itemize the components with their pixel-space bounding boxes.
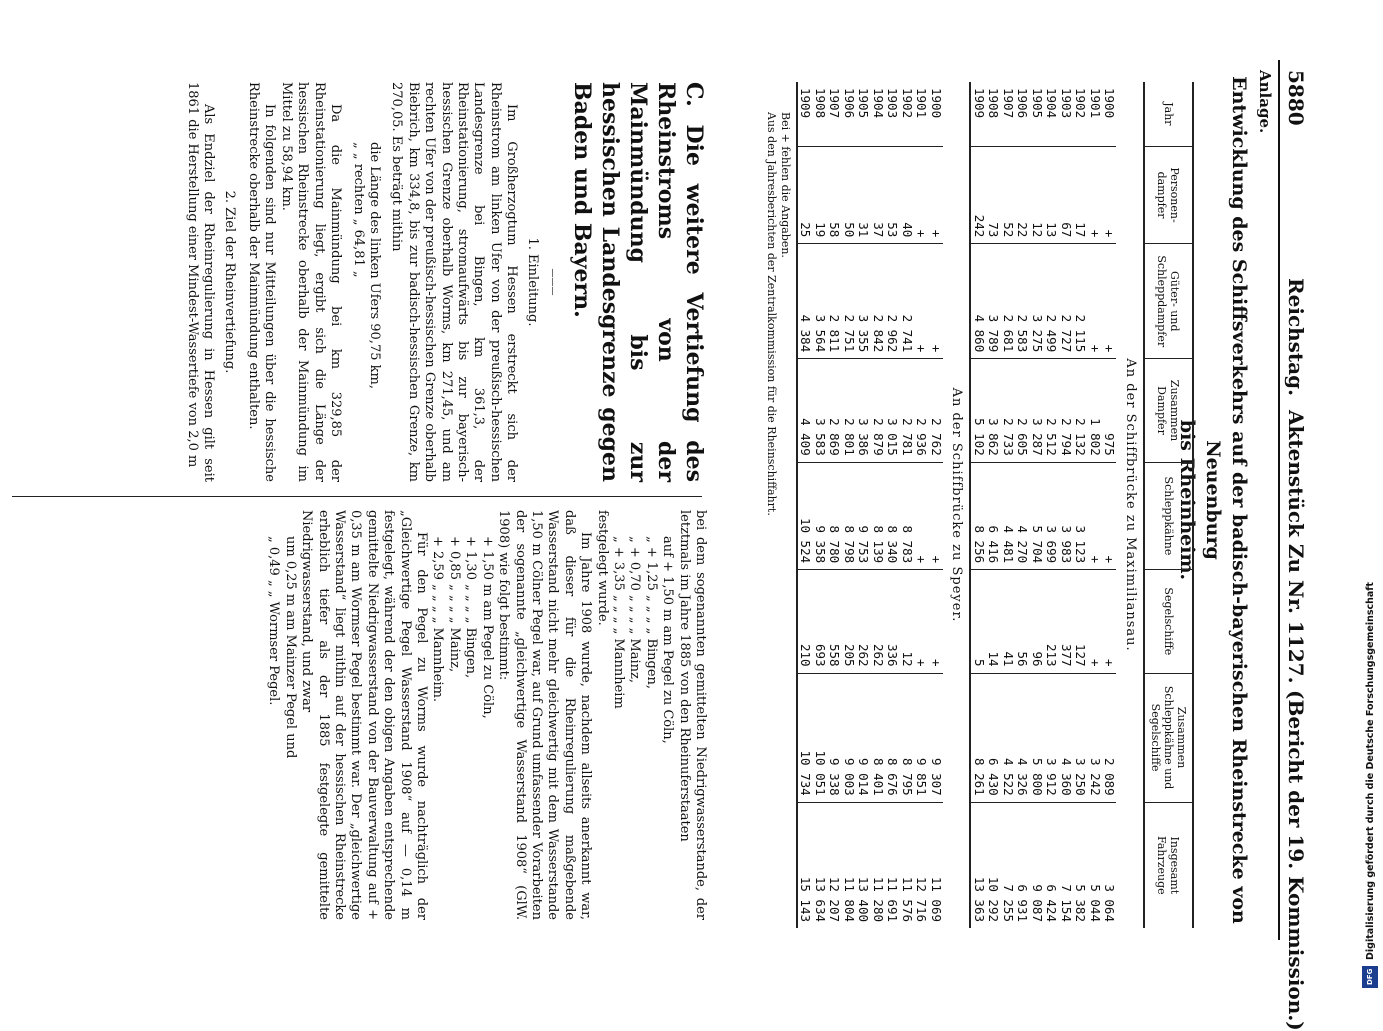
table-cell: 377 [1059, 570, 1074, 673]
col-header-personendampfer: Personen-dampfer [1144, 146, 1193, 244]
table-cell: 2 115 [1073, 244, 1088, 359]
table-cell: 5 044 [1088, 884, 1103, 922]
right-column [265, 510, 708, 920]
list-item: + 1,30 „ „ „ „ Bingen, [463, 536, 479, 679]
list-item: + 0,85 „ „ „ „ Mainz, [446, 536, 462, 673]
table-cell: 15 143 [798, 876, 814, 922]
table-cell: 1908 [813, 82, 828, 146]
table-cell: 4 409 [798, 359, 813, 463]
table-cell: 2 605 [1015, 359, 1030, 463]
table-row [1044, 82, 1059, 928]
table-cell: 4 384 [798, 244, 813, 359]
table-cell: 1908 [986, 82, 1001, 146]
table-cell: + [914, 146, 929, 244]
table-cell: + [914, 244, 929, 359]
table-cell: 17 [1073, 146, 1088, 244]
table-cell: 11 691 [885, 876, 901, 922]
table-cell: 2 794 [1059, 359, 1074, 463]
table-cell: 1900 [929, 82, 944, 146]
table-cell: 210 [798, 570, 813, 673]
table-cell: + [1102, 462, 1117, 569]
col-header-gueterdampfer: Güter- und Schleppdampfer [1144, 244, 1193, 359]
table-cell: 693 [813, 570, 828, 673]
table-cell: 67 [1059, 146, 1074, 244]
column-separator [12, 496, 702, 497]
length-right-bank: „ „ rechten „ 64,81 „ [350, 142, 366, 278]
table-cell: 11 804 [842, 876, 857, 922]
col-header-jahr: Jahr [1144, 82, 1193, 146]
table-cell: 19 [813, 146, 828, 244]
table-cell: 2 733 [1001, 359, 1016, 463]
table-cell: 1903 [885, 82, 900, 146]
page-number: 5880 [1284, 70, 1308, 126]
table-row [929, 82, 944, 928]
table-cell: + [1088, 570, 1103, 673]
table-cell: 12 207 [827, 876, 843, 922]
section-letter: C. [681, 82, 707, 107]
dfg-logo: DFG [1362, 966, 1378, 988]
table-cell: 2 842 [871, 244, 886, 359]
table-cell: 5 382 [1073, 884, 1089, 922]
table-cell: 8 340 [885, 462, 900, 569]
header-body: Reichstag. [1284, 278, 1308, 397]
table-cell: 8 676 [885, 673, 900, 802]
footnote-missing: Bei + fehlen die Angaben. [779, 112, 792, 258]
table-row [798, 82, 813, 928]
table-row [871, 82, 886, 928]
table-cell: 11 576 [900, 876, 915, 922]
table-cell: 2 869 [827, 359, 842, 463]
table-cell: 6 430 [986, 673, 1001, 802]
table-row [885, 82, 900, 928]
list-item: „ + 1,25 „ „ „ „ Bingen, [643, 536, 659, 690]
table-cell: 242 [971, 146, 987, 244]
table-cell: 8 139 [871, 462, 886, 569]
header-report: (Bericht der 19. Kommission.) [1284, 690, 1308, 1031]
table-cell: 975 [1102, 359, 1117, 463]
traffic-table [798, 82, 1194, 928]
section-speyer [798, 82, 971, 928]
table-row [971, 82, 987, 928]
table-cell: 1906 [1015, 82, 1030, 146]
table-cell: 13 400 [856, 876, 872, 922]
table-cell: 56 [1015, 570, 1030, 673]
table-cell: 1904 [871, 82, 886, 146]
table-cell: 3 583 [813, 359, 828, 463]
table-cell: 8 401 [871, 673, 886, 802]
section-label-maximiliansau: An der Schiffbrücke zu Maximiliansau. [1123, 358, 1138, 652]
table-cell: 1901 [1088, 82, 1103, 146]
table-cell: 2 727 [1059, 244, 1074, 359]
table-cell: 262 [856, 570, 871, 673]
table-cell: 3 275 [1030, 244, 1045, 359]
table-cell: 3 699 [1044, 462, 1059, 569]
table-cell: + [1102, 146, 1117, 244]
table-cell: 9 014 [856, 673, 871, 802]
table-cell: 9 307 [929, 673, 944, 802]
list-item: auf + 1,50 m am Pegel zu Cöln, [660, 536, 676, 744]
table-cell: 9 358 [813, 462, 828, 569]
table-cell: 2 512 [1044, 359, 1059, 463]
list-item: „ + 3,35 „ „ „ „ Mannheim [610, 536, 626, 709]
table-cell: 1903 [1059, 82, 1074, 146]
table-cell: 8 261 [971, 673, 987, 802]
table-cell: + [929, 462, 944, 569]
table-cell: + [1102, 244, 1117, 359]
table-title-line1: Entwicklung des Schiffsverkehrs auf der badisch-bayerischen Rheinstrecke von Neuenburg [1202, 76, 1250, 924]
paragraph-1908: Im Jahre 1908 wurde, nachdem allseits anerkannt war, daß dieser für die Rheinregulierung maßgebende Wasserstand nicht mehr gleichwertig mit dem Wasserstande 1,50 m Cölner Pegel war, auf Grund umfassender Vorarbeiten der sogenannte „gleichwertige Wasserstand 1908“ (GlW. 1908) wie folgt bestimmt: [496, 510, 594, 920]
col-header-zusammen-dampfer: Zusammen Dampfer [1144, 359, 1193, 463]
table-cell: 4 522 [1001, 673, 1016, 802]
table-cell: 2 762 [929, 359, 944, 463]
table-cell: + [929, 146, 944, 244]
table-row [986, 82, 1001, 928]
table-cell: + [929, 244, 944, 359]
table-cell: 96 [1030, 570, 1045, 673]
table-cell: 2 741 [900, 244, 915, 359]
col-header-schleppkaehne: Schleppkähne [1144, 462, 1193, 569]
header-document: Aktenstück Zu Nr. 1127. [1284, 410, 1308, 684]
table-cell: 1907 [827, 82, 842, 146]
digitisation-note-text: Digitalisierung gefördert durch die Deutsche Forschungsgemeinschaft [1365, 582, 1376, 960]
table-cell: 58 [827, 146, 842, 244]
table-cell: 10 524 [798, 462, 813, 569]
paragraph-niedrigwasser: bei dem sogenannten gemittelten Niedrigwasserstande, der letztmals im Jahre 1885 von den Rheinuferstaaten [676, 510, 708, 920]
table-cell: 3 250 [1073, 673, 1088, 802]
table-cell: 53 [885, 146, 900, 244]
table-cell: 4 481 [1001, 462, 1016, 569]
table-cell: 9 087 [1030, 884, 1045, 922]
table-cell: 213 [1044, 570, 1059, 673]
table-cell: 12 [1030, 146, 1045, 244]
table-cell: + [914, 570, 929, 673]
header-rule [1278, 60, 1280, 940]
table-cell: 1905 [856, 82, 871, 146]
table-cell: 3 912 [1044, 673, 1059, 802]
table-cell: 41 [1001, 570, 1016, 673]
table-cell: 4 270 [1015, 462, 1030, 569]
table-cell: 2 499 [1044, 244, 1059, 359]
table-cell: 6 931 [1015, 884, 1031, 922]
table-cell: 558 [827, 570, 842, 673]
table-cell: 2 962 [885, 244, 900, 359]
table-cell: + [1088, 146, 1103, 244]
table-cell: 3 064 [1102, 884, 1118, 922]
table-row [856, 82, 871, 928]
table-cell: 4 860 [971, 244, 987, 359]
table-cell: 1901 [914, 82, 929, 146]
pegel-difference-list [265, 510, 298, 920]
table-cell: 11 069 [929, 876, 944, 922]
table-cell: 31 [856, 146, 871, 244]
list-item: „ + 0,70 „ „ „ „ Mainz, [627, 536, 643, 684]
pegel-list-1908 [429, 510, 495, 920]
table-cell: 2 681 [1001, 244, 1016, 359]
table-cell: 10 734 [798, 673, 813, 802]
table-title-line2: bis Rheinheim. [1176, 419, 1198, 581]
table-cell: 37 [871, 146, 886, 244]
table-cell: 12 716 [914, 876, 930, 922]
table-cell: 2 583 [1015, 244, 1030, 359]
table-cell: 8 798 [842, 462, 857, 569]
table-cell: 3 386 [856, 359, 871, 463]
table-cell: 2 936 [914, 359, 929, 463]
table-cell: + [1102, 570, 1117, 673]
section-title: Die weitere Vertiefung des Rheinstroms von der Mainmündung bis zur hessischen Landesgrenze gegen Baden und Bayern. [569, 82, 707, 482]
table-cell: 9 003 [842, 673, 857, 802]
table-cell: 8 256 [971, 462, 987, 569]
table-cell: 5 102 [971, 359, 987, 463]
table-cell: 1900 [1102, 82, 1117, 146]
table-cell: 3 287 [1030, 359, 1045, 463]
table-cell: 6 416 [986, 462, 1001, 569]
table-cell: 7 255 [1001, 884, 1016, 922]
table-cell: 3 862 [986, 359, 1001, 463]
table-cell: 1902 [900, 82, 915, 146]
table-row [1059, 82, 1074, 928]
list-item: + 2,59 „ „ „ „ Mannheim. [430, 536, 446, 703]
table-cell: + [929, 570, 944, 673]
table-cell: 205 [842, 570, 857, 673]
table-cell: 14 [986, 570, 1001, 673]
section-label-speyer: An der Schiffbrücke zu Speyer. [943, 82, 971, 928]
table-cell: 2 132 [1073, 359, 1088, 463]
length-left-bank: die Länge des linken Ufers 90,75 km, [366, 142, 382, 389]
table-cell: 9 753 [856, 462, 871, 569]
table-cell: 3 242 [1088, 673, 1103, 802]
table-cell: 13 363 [972, 876, 987, 922]
table-cell: 2 879 [871, 359, 886, 463]
table-cell: 9 338 [827, 673, 842, 802]
footnote-source: Aus den Jahresberichten der Zentralkommission für die Rheinschiffahrt. [765, 112, 778, 516]
table-cell: 7 154 [1059, 884, 1074, 922]
table-cell: 5 800 [1030, 673, 1045, 802]
table-cell: 22 [1015, 146, 1030, 244]
digitisation-note [1358, 0, 1382, 1000]
table-cell: 4 360 [1059, 673, 1074, 802]
table-row [1073, 82, 1088, 928]
list-item: um 0,25 m am Mainzer Pegel und [282, 536, 298, 759]
table-cell: 9 851 [914, 673, 929, 802]
table-cell: 1904 [1044, 82, 1059, 146]
table-cell: 11 280 [871, 876, 886, 922]
table-cell: 127 [1073, 570, 1088, 673]
paragraph-worms: Für den Pegel zu Worms wurde nachträglich der „Gleichwertige Pegel Wasserstand 1908“ auf — 0,14 m festgelegt, während der den obigen Angaben entsprechende gemittelte Niedrigwasserstand von der Bauverwaltung auf + 0,35 m am Wormser Pegel bestimmt war. Der „gleichwertige Wasserstand“ liegt mithin auf der hessischen Rheinstrecke erheblich tiefer als der 1885 festgelegte gemittelte Niedrigwasserstand, und zwar [299, 510, 430, 920]
table-row [842, 82, 857, 928]
table-cell: 4 326 [1015, 673, 1030, 802]
paragraph-einleitung: Im Großherzogtum Hessen erstreckt sich der Rheinstrom am linken Ufer von der preußisch-hessischen Landesgrenze bei Bingen, km 361,3, der Rheinstationierung, stromaufwärts bis zur bayerisch-hessischen Grenze oberhalb Worms, km 271,45, und am rechten Ufer von der preußisch-hessischen Grenze oberhalb Biebrich, km 334,8, bis zur badisch-hessischen Grenze, km 270,05. Es beträgt mithin [389, 82, 520, 482]
table-cell: 2 811 [827, 244, 842, 359]
table-cell: 1902 [1073, 82, 1088, 146]
table-row [900, 82, 915, 928]
table-cell: 52 [1001, 146, 1016, 244]
table-cell: 3 015 [885, 359, 900, 463]
table-cell: 73 [986, 146, 1001, 244]
paragraph-mitteilungen: In folgenden sind nur Mitteilungen über die hessische Rheinstrecke oberhalb der Mainmündung enthalten. [246, 82, 278, 482]
table-cell: 1906 [842, 82, 857, 146]
table-cell: 5 704 [1030, 462, 1045, 569]
subheading-ziel: 2. Ziel der Rheinvertiefung. [221, 190, 237, 374]
traffic-table-wrap [764, 82, 1194, 928]
table-cell: 1907 [1001, 82, 1016, 146]
table-cell: 8 795 [900, 673, 915, 802]
section-maximiliansau [971, 82, 1145, 928]
paragraph-endziel: Als Endziel der Rheinregulierung in Hessen gilt seit 1861 die Herstellung einer Mindest-Wassertiefe von 2,0 m [184, 82, 217, 482]
table-row [1015, 82, 1030, 928]
table-cell: 8 780 [827, 462, 842, 569]
table-row [914, 82, 929, 928]
table-cell: 2 801 [842, 359, 857, 463]
table-cell: 3 564 [813, 244, 828, 359]
table-cell: 3 123 [1073, 462, 1088, 569]
table-cell: 3 789 [986, 244, 1001, 359]
list-item: „ 0,49 „ „ Wormser Pegel. [266, 536, 282, 706]
table-row [827, 82, 842, 928]
table-cell: + [1088, 244, 1103, 359]
paragraph-mainmuendung: Da die Mainmündung bei km 329,85 der Rheinstationierung liegt, ergibt sich die Länge der hessischen Rheinstrecke oberhalb der Mainmündung im Mittel zu 58,94 km. [278, 82, 344, 482]
table-cell: 40 [900, 146, 915, 244]
pegel-list-1885 [610, 510, 676, 920]
table-row [813, 82, 828, 928]
divider: ——— [547, 268, 557, 296]
col-header-segelschiffe: Segelschiffe [1144, 570, 1193, 673]
table-cell: 3 983 [1059, 462, 1074, 569]
list-item: + 1,50 m am Pegel zu Cöln, [479, 536, 495, 719]
table-cell: + [1088, 462, 1103, 569]
anlage-label: Anlage. [1256, 70, 1274, 134]
table-cell: 50 [842, 146, 857, 244]
table-cell: 262 [871, 570, 886, 673]
col-header-zusammen-kaehne: Zusammen Schleppkähne und Segelschiffe [1144, 673, 1193, 802]
table-bottom-rule [796, 82, 798, 928]
subheading-einleitung: 1. Einleitung. [524, 237, 540, 327]
paragraph-festgelegt: festgelegt wurde. [594, 510, 610, 626]
table-cell: 1909 [798, 82, 813, 146]
table-cell: 1909 [971, 82, 987, 146]
table-cell: 8 783 [900, 462, 915, 569]
table-cell: 10 051 [813, 673, 828, 802]
section-heading-c [568, 82, 708, 482]
table-cell: 10 292 [986, 876, 1002, 922]
table-cell: 2 781 [900, 359, 915, 463]
table-row [1102, 82, 1117, 928]
table-cell: 2 751 [842, 244, 857, 359]
table-cell: 1905 [1030, 82, 1045, 146]
left-column [183, 82, 708, 482]
table-cell: 13 634 [813, 876, 828, 922]
table-cell: 25 [798, 146, 813, 244]
table-cell: 13 [1044, 146, 1059, 244]
table-cell: 6 424 [1044, 884, 1060, 922]
col-header-insgesamt: Insgesamt Fahrzeuge [1144, 802, 1193, 928]
table-row [1088, 82, 1103, 928]
table-cell: + [914, 462, 929, 569]
table-row [1001, 82, 1016, 928]
table-cell: 3 355 [856, 244, 871, 359]
table-cell: 12 [900, 570, 915, 673]
table-row [1030, 82, 1045, 928]
table-cell: 5 [971, 570, 987, 673]
table-cell: 2 089 [1102, 673, 1117, 802]
table-cell: 1 802 [1088, 359, 1103, 463]
table-cell: 336 [885, 570, 900, 673]
